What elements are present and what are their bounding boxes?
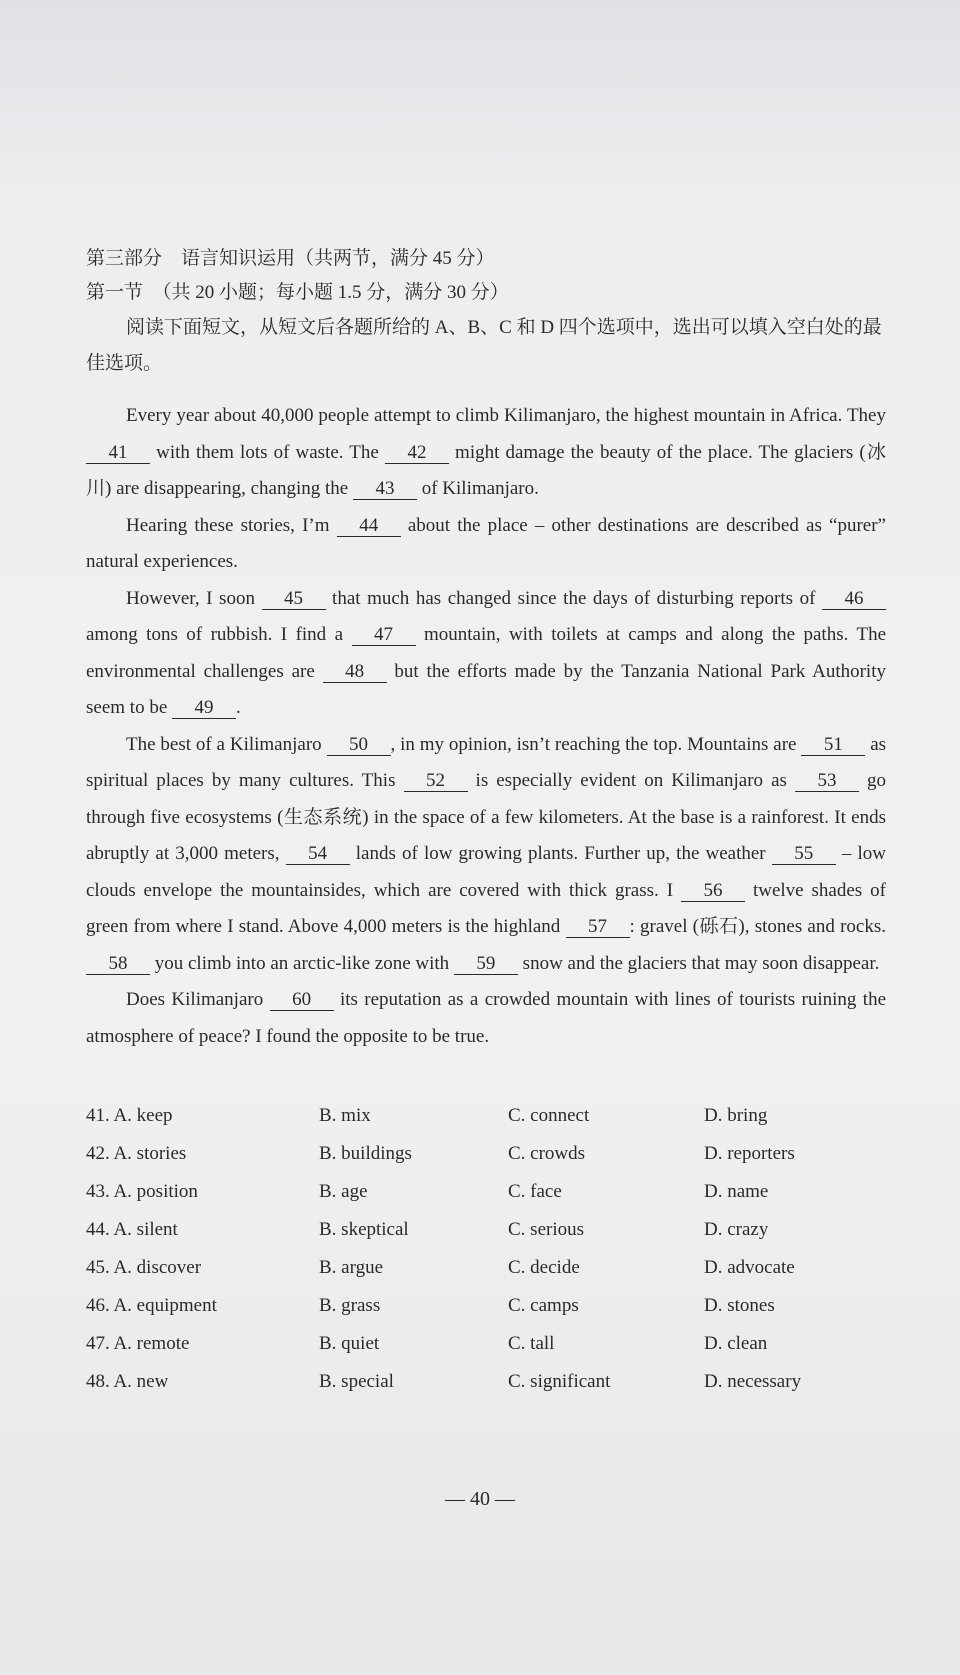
paragraph-3	[86, 581, 886, 727]
option-d: D. necessary	[704, 1371, 802, 1392]
option-row-44	[86, 1211, 886, 1249]
text: with them lots of waste. The	[150, 441, 385, 463]
text: is especially evident on Kilimanjaro as	[467, 770, 795, 791]
reading-passage	[86, 398, 886, 1055]
option-c: C. camps	[508, 1295, 579, 1316]
option-d: D. bring	[704, 1105, 768, 1126]
blank-52: 52	[404, 771, 468, 792]
text: but the efforts made by the Tanzania National Park Authority seem to be	[86, 660, 886, 718]
blank-46: 46	[822, 589, 886, 610]
blank-59: 59	[454, 954, 518, 975]
option-b: B. mix	[319, 1105, 371, 1126]
page-content	[86, 242, 886, 1401]
blank-43: 43	[353, 479, 417, 500]
option-row-47	[86, 1325, 886, 1363]
text: : gravel (砾石), stones and rocks.	[629, 916, 886, 937]
option-a: 42. A. stories	[86, 1143, 187, 1164]
option-c: C. tall	[508, 1333, 555, 1354]
blank-55: 55	[772, 844, 836, 865]
option-b: B. quiet	[319, 1333, 380, 1354]
option-a: 47. A. remote	[86, 1333, 190, 1354]
option-d: D. crazy	[704, 1219, 769, 1240]
option-d: D. reporters	[704, 1143, 795, 1164]
option-row-41	[86, 1097, 886, 1135]
blank-49: 49	[172, 698, 236, 719]
text: might damage the beauty of the place. The glaciers (冰川) are disappearing, changing the	[86, 441, 886, 499]
option-b: B. skeptical	[319, 1219, 409, 1240]
option-d: D. clean	[704, 1333, 768, 1354]
option-row-48	[86, 1363, 886, 1401]
option-d: D. advocate	[704, 1257, 795, 1278]
option-c: C. crowds	[508, 1143, 586, 1164]
text: of Kilimanjaro.	[416, 478, 539, 499]
subsection-title: 第一节 （共 20 小题；每小题 1.5 分，满分 30 分）	[86, 282, 509, 303]
paragraph-4	[86, 727, 886, 983]
blank-51: 51	[801, 735, 865, 756]
option-d: D. name	[704, 1181, 769, 1202]
option-b: B. buildings	[319, 1143, 412, 1164]
text: you climb into an arctic-like zone with	[150, 952, 454, 974]
text: , in my opinion, isn’t reaching the top. Mountains are	[390, 733, 802, 755]
text: The best of a Kilimanjaro	[126, 733, 327, 755]
blank-53: 53	[795, 771, 859, 792]
text: Every year about 40,000 people attempt to climb Kilimanjaro, the highest mountain in Africa. They	[126, 405, 886, 426]
option-a: 46. A. equipment	[86, 1295, 217, 1316]
option-a: 41. A. keep	[86, 1105, 173, 1126]
option-c: C. connect	[508, 1105, 590, 1126]
text: snow and the glaciers that may soon disappear.	[517, 952, 880, 974]
option-a: 43. A. position	[86, 1181, 198, 1202]
text: twelve shades of green from where I stand. Above 4,000 meters is the highland	[86, 879, 886, 937]
blank-41: 41	[86, 443, 150, 464]
blank-50: 50	[327, 735, 391, 756]
option-row-46	[86, 1287, 886, 1325]
text: mountain, with toilets at camps and along the paths. The environmental challenges are	[86, 624, 886, 682]
text: Hearing these stories, I’m	[126, 514, 337, 536]
option-a: 45. A. discover	[86, 1257, 202, 1278]
blank-60: 60	[270, 990, 334, 1011]
text: among tons of rubbish. I find a	[86, 624, 352, 645]
blank-47: 47	[352, 625, 416, 646]
paragraph-2	[86, 508, 886, 581]
section-title: 第三部分 语言知识运用（共两节，满分 45 分）	[86, 248, 495, 269]
blank-57: 57	[566, 917, 630, 938]
option-a: 44. A. silent	[86, 1219, 178, 1240]
option-c: C. face	[508, 1181, 562, 1202]
answer-options	[86, 1097, 886, 1401]
option-row-45	[86, 1249, 886, 1287]
option-b: B. argue	[319, 1257, 384, 1278]
text: about the place – other destinations are described as “purer” natural experiences.	[86, 514, 886, 572]
text: .	[236, 697, 241, 718]
blank-56: 56	[681, 881, 745, 902]
paragraph-1	[86, 398, 886, 508]
blank-58: 58	[86, 954, 150, 975]
option-b: B. special	[319, 1371, 394, 1392]
option-c: C. decide	[508, 1257, 580, 1278]
option-b: B. age	[319, 1181, 368, 1202]
text: as spiritual places by many cultures. This	[86, 733, 887, 791]
option-row-43	[86, 1173, 886, 1211]
page-number: — 40 —	[445, 1488, 515, 1510]
option-a: 48. A. new	[86, 1371, 169, 1392]
option-row-42	[86, 1135, 886, 1173]
blank-44: 44	[337, 516, 401, 537]
text: Does Kilimanjaro	[126, 989, 270, 1010]
option-d: D. stones	[704, 1295, 775, 1316]
text: lands of low growing plants. Further up, the weather	[349, 843, 772, 864]
text: that much has changed since the days of disturbing reports of	[325, 587, 822, 609]
option-c: C. significant	[508, 1371, 611, 1392]
option-c: C. serious	[508, 1219, 584, 1240]
text: – low clouds envelope the mountainsides, which are covered with thick grass. I	[86, 843, 887, 901]
blank-45: 45	[262, 589, 326, 610]
option-b: B. grass	[319, 1295, 381, 1316]
text: go through five ecosystems (生态系统) in the space of a few kilometers. At the base is a rainforest. It ends abruptly at 3,000 meters,	[86, 770, 886, 864]
text: its reputation as a crowded mountain with lines of tourists ruining the atmosphere of peace? I found the opposite to be true.	[86, 989, 887, 1047]
blank-48: 48	[323, 662, 387, 683]
text: However, I soon	[126, 587, 262, 609]
blank-42: 42	[385, 443, 449, 464]
paragraph-5	[86, 982, 886, 1055]
instructions: 阅读下面短文，从短文后各题所给的 A、B、C 和 D 四个选项中，选出可以填入空白处的最佳选项。	[86, 317, 882, 374]
blank-54: 54	[286, 844, 350, 865]
